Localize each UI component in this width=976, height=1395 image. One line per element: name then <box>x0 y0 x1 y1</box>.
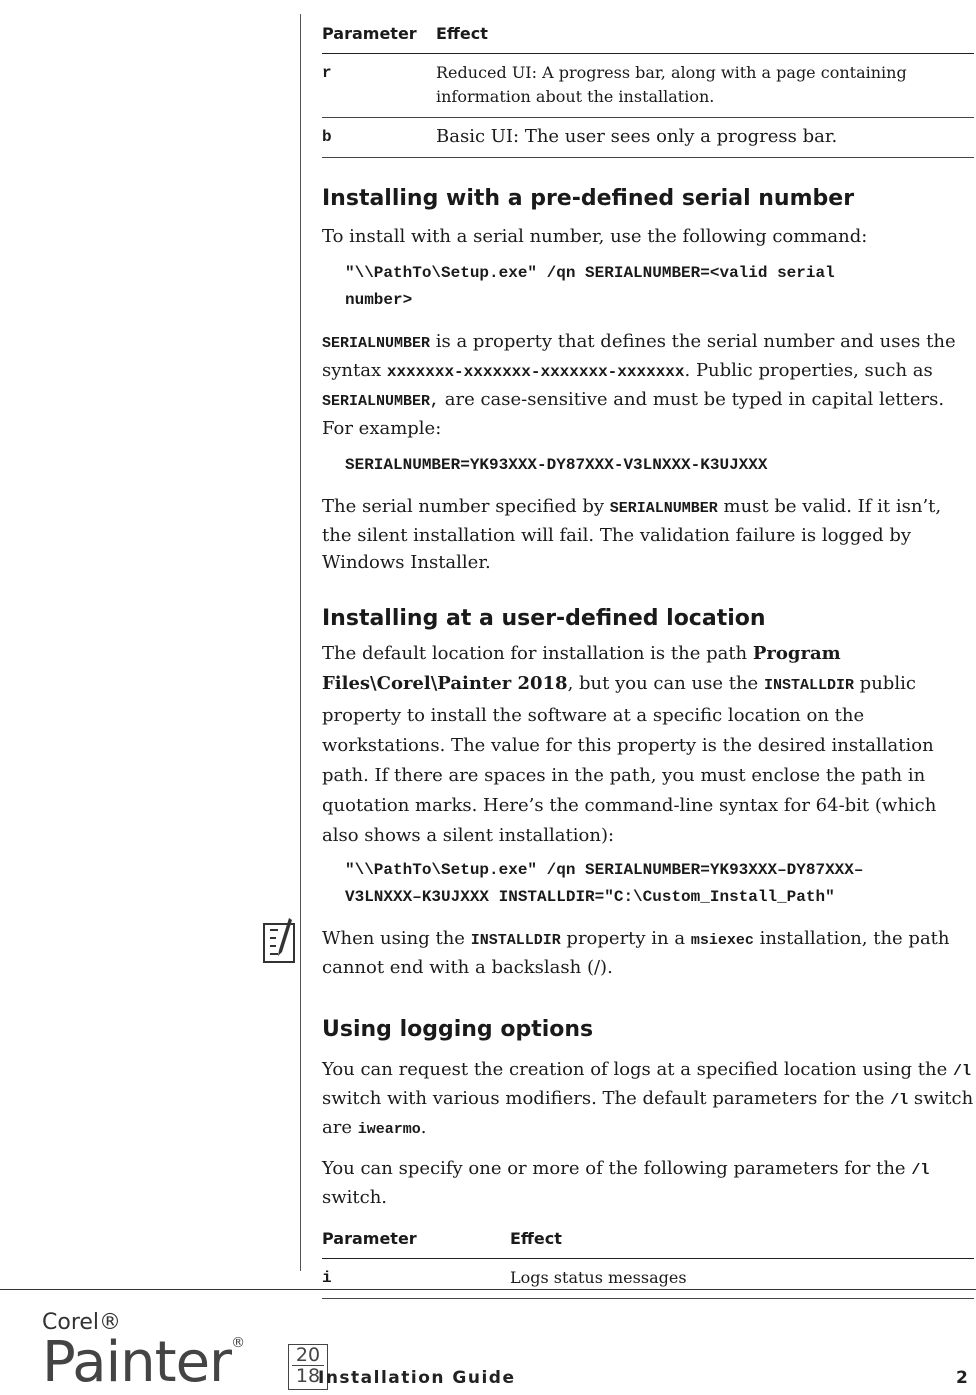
table-header-effect: Effect <box>510 1225 974 1259</box>
text: must be valid. If it isn’t, the silent installation will fail. The validation failure is logged by Windows Installer. <box>322 496 942 573</box>
inline-code: SERIALNUMBER <box>322 335 431 352</box>
ui-parameter-table <box>322 20 974 158</box>
logo-corel: Corel® <box>42 1310 122 1335</box>
table-row <box>322 1259 974 1299</box>
text: . <box>420 1117 427 1138</box>
text: The serial number specified by <box>322 496 610 517</box>
inline-code: INSTALLDIR <box>470 932 561 949</box>
note-pencil-icon <box>262 918 296 964</box>
text: switch are <box>322 1088 974 1138</box>
location-paragraph <box>322 639 974 851</box>
inline-code: INSTALLDIR <box>763 677 854 694</box>
section-heading-logging: Using logging options <box>322 1017 594 1042</box>
inline-code: xxxxxxx-xxxxxxx-xxxxxxx-xxxxxxx <box>386 363 685 381</box>
logo-painter-row <box>42 1330 246 1395</box>
serial-intro: To install with a serial number, use the following command: <box>322 226 868 247</box>
inline-code: iwearmo <box>357 1121 421 1138</box>
table-header-parameter: Parameter <box>322 1225 510 1259</box>
inline-code: /l <box>952 1063 971 1080</box>
param-effect: Reduced UI: A progress bar, along with a page containing information about the installation. <box>436 54 974 118</box>
note-paragraph <box>322 925 974 981</box>
text: When using the <box>322 928 471 949</box>
logo-year-top: 20 <box>295 1344 321 1366</box>
footer-rule <box>0 1289 976 1290</box>
corel-painter-logo <box>42 1310 321 1395</box>
text: You can specify one or more of the following parameters for the <box>322 1158 912 1179</box>
table-header-effect: Effect <box>436 20 974 54</box>
param-code: b <box>322 118 436 158</box>
section-heading-serial: Installing with a pre-defined serial number <box>322 186 855 211</box>
code-line: number> <box>345 291 413 309</box>
location-command <box>345 857 974 911</box>
inline-code: /l <box>911 1162 930 1179</box>
inline-code: msiexec <box>690 932 754 949</box>
logo-registered: ® <box>231 1335 246 1351</box>
text: You can request the creation of logs at a specified location using the <box>322 1059 953 1080</box>
text: . Public properties, such as <box>684 360 933 381</box>
logging-paragraph-1 <box>322 1056 974 1143</box>
text: installation, the path cannot end with a backslash (/). <box>322 928 950 978</box>
section-heading-location: Installing at a user-defined location <box>322 606 766 631</box>
table-row <box>322 54 974 118</box>
footer-title: Installation Guide <box>318 1368 516 1388</box>
param-effect: Basic UI: The user sees only a progress bar. <box>436 118 974 158</box>
logo-painter: Painter <box>42 1330 232 1395</box>
text: , but you can use the <box>567 673 764 694</box>
serial-paragraph-2 <box>322 493 974 576</box>
text: property in a <box>560 928 691 949</box>
logging-paragraph-2 <box>322 1155 974 1211</box>
code-line: "\\PathTo\Setup.exe" /qn SERIALNUMBER=YK93XXX–DY87XXX– <box>345 861 864 879</box>
margin-rule <box>300 14 301 1271</box>
text: switch. <box>322 1187 388 1208</box>
logo-year-bottom: 18 <box>292 1365 324 1386</box>
page-number: 2 <box>956 1368 968 1388</box>
page-content <box>322 20 974 1299</box>
text: The default location for installation is the path <box>322 643 753 664</box>
text: is a property that defines the serial number and uses the syntax <box>322 331 956 381</box>
inline-code: /l <box>890 1092 909 1109</box>
serial-example: SERIALNUMBER=YK93XXX-DY87XXX-V3LNXXX-K3UJXXX <box>345 456 768 474</box>
text: are case-sensitive and must be typed in capital letters. For example: <box>322 389 945 439</box>
param-code: r <box>322 54 436 118</box>
table-header-parameter: Parameter <box>322 20 436 54</box>
code-line: V3LNXXX–K3UJXXX INSTALLDIR="C:\Custom_Install_Path" <box>345 888 835 906</box>
inline-code: SERIALNUMBER, <box>322 393 440 410</box>
param-code: i <box>322 1259 510 1299</box>
table-row <box>322 118 974 158</box>
text: public property to install the software at a specific location on the workstations. The value for this property is the desired installation path. If there are spaces in the path, you must enclose the path in quotation marks. Here’s the command-line syntax for 64-bit (which also shows a silent installation): <box>322 673 937 846</box>
serial-paragraph-1 <box>322 328 974 442</box>
logging-parameter-table <box>322 1225 974 1299</box>
default-path: Program Files\Corel\Painter 2018 <box>322 643 841 694</box>
param-effect: Logs status messages <box>510 1259 974 1299</box>
text: switch with various modifiers. The default parameters for the <box>322 1088 891 1109</box>
code-line: "\\PathTo\Setup.exe" /qn SERIALNUMBER=<valid serial <box>345 264 835 282</box>
serial-command <box>345 260 974 314</box>
inline-code: SERIALNUMBER <box>609 500 718 517</box>
